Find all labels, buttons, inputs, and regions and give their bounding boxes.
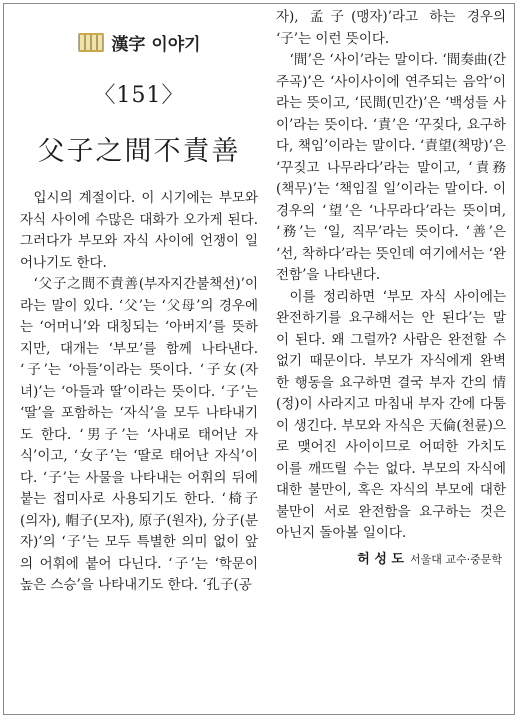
article-frame [3,3,515,715]
right-body [276,7,506,545]
right-column [276,4,506,567]
series-number: 〈151〉 [93,83,185,108]
paragraph-continuation: 자), 孟子(맹자)’라고 하는 경우의 ‘子’는 이런 뜻이다. [276,9,506,47]
paragraph: 입시의 계절이다. 이 시기에는 부모와 자식 사이에 수많은 대화가 오가게 된다. 그러다가 부모와 자식 사이에 언쟁이 일어나기도 한다. [20,190,258,271]
article-title: 父子之間不責善 [37,136,241,167]
left-column [20,26,258,597]
paragraph: ‘父子之間不責善(부자지간불책선)’이라는 말이 있다. ‘父’는 ‘父母’의 경우에는 ‘어머니’와 대칭되는 ‘아버지’를 뜻하지만, 대개는 ‘부모’를 함께 나타낸다. ‘子’는 ‘아들’이라는 뜻이다. ‘子女(자녀)’는 ‘아들과 딸’이라는 뜻이다. ‘子’는 ‘딸’을 포함하는 ‘자식’을 모두 나타내기도 한다. ‘男子’는 ‘사내로 태어난 자식’이고, ‘女子’는 ‘딸로 태어난 자식’이다. ‘子’는 사물을 나타내는 어휘의 뒤에 붙는 접미사로 사용되기도 한다. ‘椅子(의자), 帽子(모자), 原子(원자), 分子(분자)’의 ‘子’는 모두 특별한 의미 없이 앞의 어휘에 붙어 다닌다. ‘子’는 ‘학문이 높은 스승’을 나타내기도 한다. ‘孔子(공 [20,276,258,593]
byline [276,548,506,567]
author-name: 허 성 도 [357,551,404,567]
column-name: 漢字 이야기 [111,34,201,55]
left-body [20,188,258,597]
column-header [20,26,258,58]
book-icon [77,31,105,53]
paragraph: 이를 정리하면 ‘부모 자식 사이에는 완전하기를 요구해서는 안 된다’는 말이 된다. 왜 그럴까? 사람은 완전할 수 없기 때문이다. 부모가 자식에게 완벽한 행동을 요구하면 결국 부자 간의 情(정)이 사라지고 마침내 부자 간에 다툼이 생긴다. 부모와 자식은 天倫(천륜)으로 맺어진 사이이므로 어떠한 가치도 이를 깨뜨릴 수는 없다. 부모의 자식에 대한 불만이, 혹은 자식의 부모에 대한 불만이 서로 완전함을 요구하는 것은 아닌지 돌아볼 일이다. [276,288,506,541]
author-affiliation: 서울대 교수·중문학 [409,552,502,566]
paragraph: ‘間’은 ‘사이’라는 말이다. ‘間奏曲(간주곡)’은 ‘사이사이에 연주되는 음악’이라는 뜻이고, ‘民間(민간)’은 ‘백성들 사이’라는 뜻이다. ‘責’은 ‘꾸짖다, 요구하다, 책임’이라는 말이다. ‘責望(책망)’은 ‘꾸짖고 나무라다’라는 말이고, ‘責務(책무)’는 ‘책임질 일’이라는 말이다. 이 경우의 ‘望’은 ‘나무라다’라는 뜻이며, ‘務’는 ‘일, 직무’라는 뜻이다. ‘善’은 ‘선, 착하다’라는 뜻인데 여기에서는 ‘완전함’을 나타낸다. [276,52,506,283]
